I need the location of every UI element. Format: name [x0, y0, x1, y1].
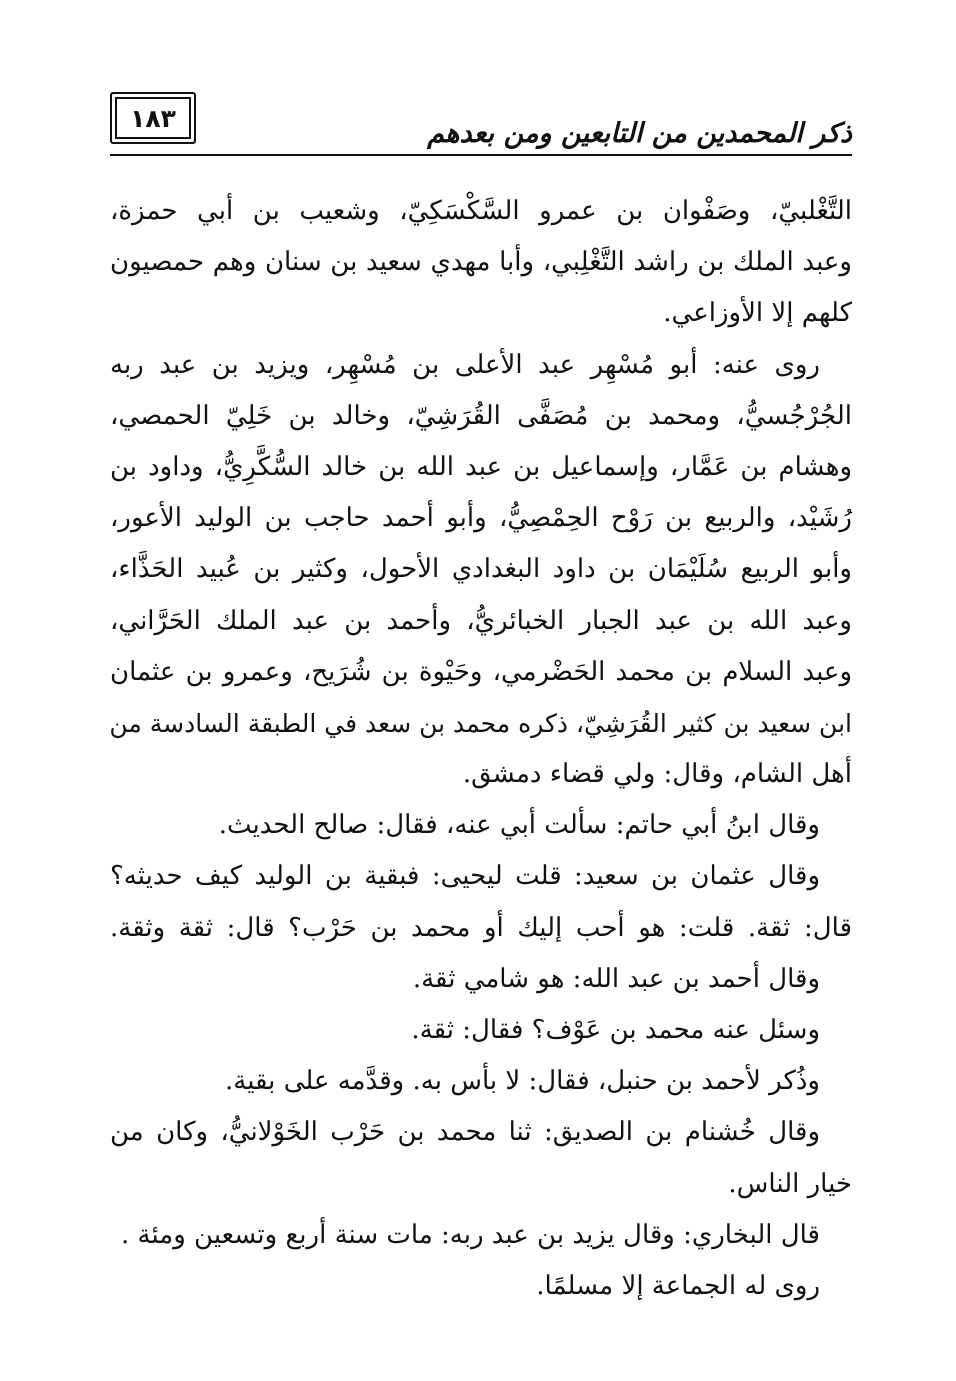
text-line: كلهم إلا الأوزاعي.: [663, 298, 852, 329]
text-line: قال البخاري: وقال يزيد بن عبد ربه: مات سنة أربع وتسعين ومئة .: [120, 1219, 820, 1250]
text-line: وقال خُشنام بن الصديق: ثنا محمد بن حَرْب الخَوْلانيُّ، وكان من: [110, 1117, 821, 1148]
text-line: رُشَيْد، والربيع بن رَوْح الحِمْصِيُّ، وأبو أحمد حاجب بن الوليد الأعور،: [110, 503, 852, 534]
running-title: ذكر المحمدين من التابعين ومن بعدهم: [427, 118, 852, 149]
body-text: [110, 186, 852, 1312]
text-line: وعبد الله بن عبد الجبار الخبائريُّ، وأحمد بن عبد الملك الحَرَّاني،: [110, 605, 852, 636]
text-line: وقال ابنُ أبي حاتم: سألت أبي عنه، فقال: صالح الحديث.: [218, 810, 820, 841]
text-line: روى عنه: أبو مُسْهِر عبد الأعلى بن مُسْهِر، ويزيد بن عبد ربه: [110, 349, 820, 380]
text-line: ابن سعيد بن كثير القُرَشِيّ، ذكره محمد بن سعد في الطبقة السادسة من: [109, 708, 852, 738]
text-line: وذُكر لأحمد بن حنبل، فقال: لا بأس به. وقدَّمه على بقية.: [224, 1066, 820, 1097]
text-line: وعبد السلام بن محمد الحَضْرمي، وحَيْوة بن شُرَيح، وعمرو بن عثمان: [110, 656, 852, 687]
text-line: وأبو الربيع سُلَيْمَان بن داود البغدادي الأحول، وكثير بن عُبيد الحَذَّاء،: [110, 554, 852, 585]
page-header: [110, 92, 852, 158]
page-number-box: [110, 92, 196, 144]
text-line: روى له الجماعة إلا مسلمًا.: [536, 1270, 820, 1301]
text-line: أهل الشام، وقال: ولي قضاء دمشق.: [462, 759, 852, 790]
text-line: التَّغْلبيّ، وصَفْوان بن عمرو السَّكْسَكِيّ، وشعيب بن أبي حمزة،: [110, 196, 852, 226]
text-line: وعبد الملك بن راشد التَّغْلِبي، وأبا مهدي سعيد بن سنان وهم حمصيون: [110, 247, 852, 278]
text-line: قال: ثقة. قلت: هو أحب إليك أو محمد بن حَرْب؟ قال: ثقة وثقة.: [110, 912, 852, 943]
text-line: وسئل عنه محمد بن عَوْف؟ فقال: ثقة.: [411, 1015, 820, 1045]
header-rule: [110, 154, 852, 156]
text-line: وقال عثمان بن سعيد: قلت ليحيى: فبقية بن الوليد كيف حديثه؟: [110, 861, 820, 892]
text-line: خيار الناس.: [728, 1168, 852, 1199]
text-line: الجُرْجُسيُّ، ومحمد بن مُصَفَّى القُرَشِيّ، وخالد بن خَلِيّ الحمصي،: [110, 400, 852, 431]
page-number: ١٨٣: [130, 103, 176, 133]
text-line: وهشام بن عَمَّار، وإسماعيل بن عبد الله بن خالد السُّكَّرِيُّ، وداود بن: [110, 451, 852, 482]
text-line: وقال أحمد بن عبد الله: هو شامي ثقة.: [412, 963, 820, 994]
